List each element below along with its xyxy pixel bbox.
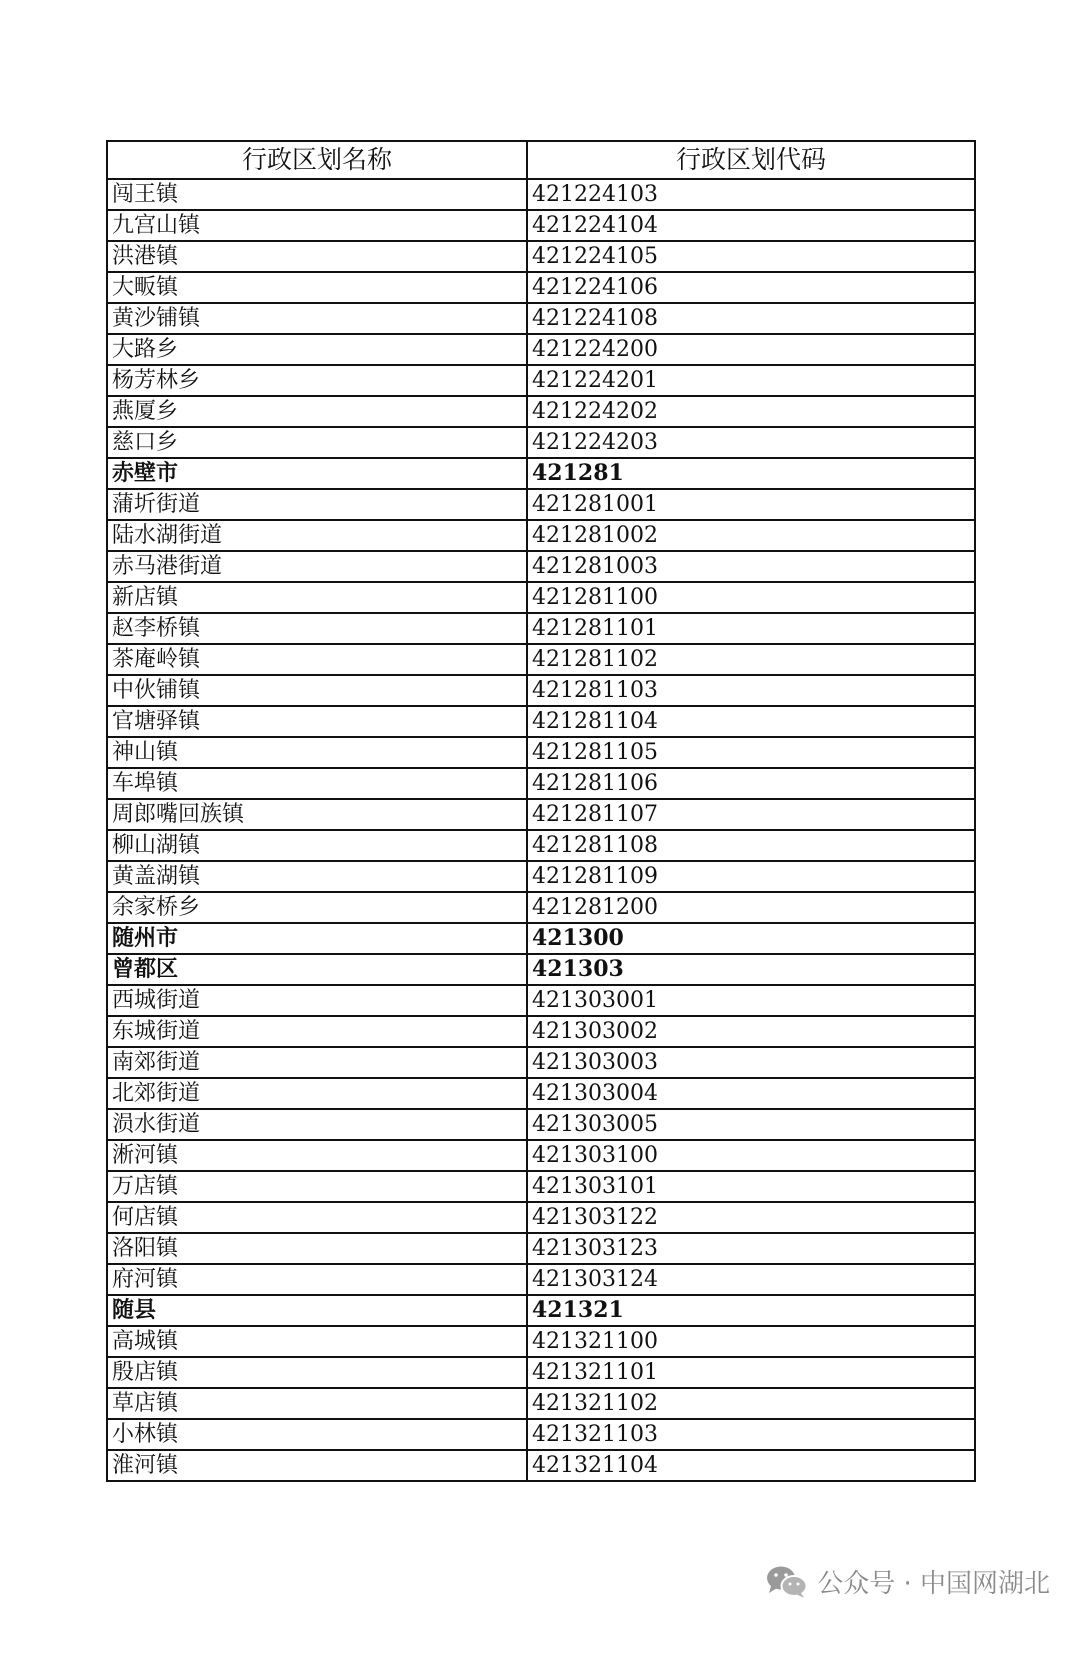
division-code-cell: 421281003 — [527, 551, 975, 582]
watermark-footer — [765, 1563, 1050, 1600]
division-code-cell: 421303123 — [527, 1233, 975, 1264]
division-code-table-container — [106, 140, 974, 1482]
division-code-cell: 421303124 — [527, 1264, 975, 1295]
division-code-cell: 421224105 — [527, 241, 975, 272]
table-row — [107, 799, 975, 830]
table-row — [107, 520, 975, 551]
table-row — [107, 582, 975, 613]
table-row — [107, 954, 975, 985]
table-row — [107, 1016, 975, 1047]
table-row — [107, 1326, 975, 1357]
table-row — [107, 1171, 975, 1202]
division-name-cell: 车埠镇 — [107, 768, 527, 799]
division-code-cell: 421281105 — [527, 737, 975, 768]
division-code-cell: 421303101 — [527, 1171, 975, 1202]
table-row — [107, 458, 975, 489]
division-code-cell: 421321104 — [527, 1450, 975, 1481]
division-code-cell: 421303100 — [527, 1140, 975, 1171]
division-code-cell: 421224203 — [527, 427, 975, 458]
division-code-cell: 421224201 — [527, 365, 975, 396]
table-row — [107, 241, 975, 272]
division-name-cell: 淅河镇 — [107, 1140, 527, 1171]
division-code-cell: 421281100 — [527, 582, 975, 613]
table-row — [107, 396, 975, 427]
division-name-cell: 西城街道 — [107, 985, 527, 1016]
division-name-cell: 黄沙铺镇 — [107, 303, 527, 334]
division-name-cell: 何店镇 — [107, 1202, 527, 1233]
table-row — [107, 644, 975, 675]
table-row — [107, 706, 975, 737]
division-code-cell: 421303001 — [527, 985, 975, 1016]
table-row — [107, 427, 975, 458]
division-name-cell: 燕厦乡 — [107, 396, 527, 427]
table-row — [107, 1388, 975, 1419]
table-row — [107, 861, 975, 892]
table-row — [107, 365, 975, 396]
table-row — [107, 1140, 975, 1171]
table-row — [107, 1357, 975, 1388]
division-code-cell: 421303005 — [527, 1109, 975, 1140]
division-name-cell: 万店镇 — [107, 1171, 527, 1202]
table-row — [107, 1264, 975, 1295]
division-name-cell: 淮河镇 — [107, 1450, 527, 1481]
division-name-cell: 大畈镇 — [107, 272, 527, 303]
table-row — [107, 334, 975, 365]
division-code-cell: 421303122 — [527, 1202, 975, 1233]
division-name-cell: 东城街道 — [107, 1016, 527, 1047]
division-name-cell: 大路乡 — [107, 334, 527, 365]
division-code-cell: 421281002 — [527, 520, 975, 551]
table-row — [107, 613, 975, 644]
division-name-cell: 柳山湖镇 — [107, 830, 527, 861]
header-division-code: 行政区划代码 — [527, 141, 975, 179]
table-row — [107, 1233, 975, 1264]
division-code-cell: 421224202 — [527, 396, 975, 427]
division-name-cell: 随县 — [107, 1295, 527, 1326]
division-code-cell: 421321101 — [527, 1357, 975, 1388]
division-name-cell: 周郎嘴回族镇 — [107, 799, 527, 830]
table-row — [107, 179, 975, 210]
division-code-cell: 421321 — [527, 1295, 975, 1326]
division-code-cell: 421300 — [527, 923, 975, 954]
table-row — [107, 830, 975, 861]
division-code-table — [106, 140, 976, 1482]
watermark-text: 公众号 · 中国网湖北 — [817, 1569, 1050, 1599]
division-name-cell: 官塘驿镇 — [107, 706, 527, 737]
division-name-cell: 洪港镇 — [107, 241, 527, 272]
table-row — [107, 272, 975, 303]
division-code-cell: 421321102 — [527, 1388, 975, 1419]
table-row — [107, 303, 975, 334]
table-row — [107, 737, 975, 768]
division-code-cell: 421281001 — [527, 489, 975, 520]
division-name-cell: 中伙铺镇 — [107, 675, 527, 706]
division-name-cell: 北郊街道 — [107, 1078, 527, 1109]
division-name-cell: 南郊街道 — [107, 1047, 527, 1078]
wechat-icon — [765, 1564, 809, 1600]
table-row — [107, 1109, 975, 1140]
division-code-cell: 421281109 — [527, 861, 975, 892]
division-name-cell: 九宫山镇 — [107, 210, 527, 241]
division-name-cell: 慈口乡 — [107, 427, 527, 458]
table-row — [107, 489, 975, 520]
table-row — [107, 985, 975, 1016]
division-name-cell: 洛阳镇 — [107, 1233, 527, 1264]
table-row — [107, 1450, 975, 1481]
table-body — [107, 179, 975, 1481]
division-code-cell: 421281107 — [527, 799, 975, 830]
division-code-cell: 421224103 — [527, 179, 975, 210]
table-row — [107, 1047, 975, 1078]
division-name-cell: 涢水街道 — [107, 1109, 527, 1140]
division-name-cell: 府河镇 — [107, 1264, 527, 1295]
division-name-cell: 陆水湖街道 — [107, 520, 527, 551]
table-row — [107, 1202, 975, 1233]
table-row — [107, 1295, 975, 1326]
division-name-cell: 蒲圻街道 — [107, 489, 527, 520]
division-code-cell: 421281103 — [527, 675, 975, 706]
division-code-cell: 421281101 — [527, 613, 975, 644]
division-code-cell: 421224104 — [527, 210, 975, 241]
division-name-cell: 新店镇 — [107, 582, 527, 613]
division-name-cell: 随州市 — [107, 923, 527, 954]
division-name-cell: 闯王镇 — [107, 179, 527, 210]
division-name-cell: 赤壁市 — [107, 458, 527, 489]
division-name-cell: 赤马港街道 — [107, 551, 527, 582]
division-code-cell: 421281 — [527, 458, 975, 489]
table-row — [107, 923, 975, 954]
division-code-cell: 421224108 — [527, 303, 975, 334]
division-name-cell: 殷店镇 — [107, 1357, 527, 1388]
division-name-cell: 杨芳林乡 — [107, 365, 527, 396]
table-row — [107, 210, 975, 241]
table-row — [107, 768, 975, 799]
division-code-cell: 421303 — [527, 954, 975, 985]
table-row — [107, 1419, 975, 1450]
division-code-cell: 421281104 — [527, 706, 975, 737]
division-code-cell: 421321100 — [527, 1326, 975, 1357]
division-name-cell: 黄盖湖镇 — [107, 861, 527, 892]
division-name-cell: 高城镇 — [107, 1326, 527, 1357]
table-row — [107, 892, 975, 923]
division-code-cell: 421224200 — [527, 334, 975, 365]
division-name-cell: 草店镇 — [107, 1388, 527, 1419]
table-row — [107, 1078, 975, 1109]
division-name-cell: 赵李桥镇 — [107, 613, 527, 644]
division-code-cell: 421303004 — [527, 1078, 975, 1109]
division-code-cell: 421303003 — [527, 1047, 975, 1078]
division-code-cell: 421321103 — [527, 1419, 975, 1450]
division-code-cell: 421281108 — [527, 830, 975, 861]
division-code-cell: 421281102 — [527, 644, 975, 675]
division-name-cell: 茶庵岭镇 — [107, 644, 527, 675]
division-name-cell: 曾都区 — [107, 954, 527, 985]
division-code-cell: 421224106 — [527, 272, 975, 303]
division-name-cell: 余家桥乡 — [107, 892, 527, 923]
division-code-cell: 421281200 — [527, 892, 975, 923]
header-division-name: 行政区划名称 — [107, 141, 527, 179]
division-code-cell: 421303002 — [527, 1016, 975, 1047]
division-name-cell: 神山镇 — [107, 737, 527, 768]
table-row — [107, 675, 975, 706]
table-header-row — [107, 141, 975, 179]
division-code-cell: 421281106 — [527, 768, 975, 799]
division-name-cell: 小林镇 — [107, 1419, 527, 1450]
table-row — [107, 551, 975, 582]
